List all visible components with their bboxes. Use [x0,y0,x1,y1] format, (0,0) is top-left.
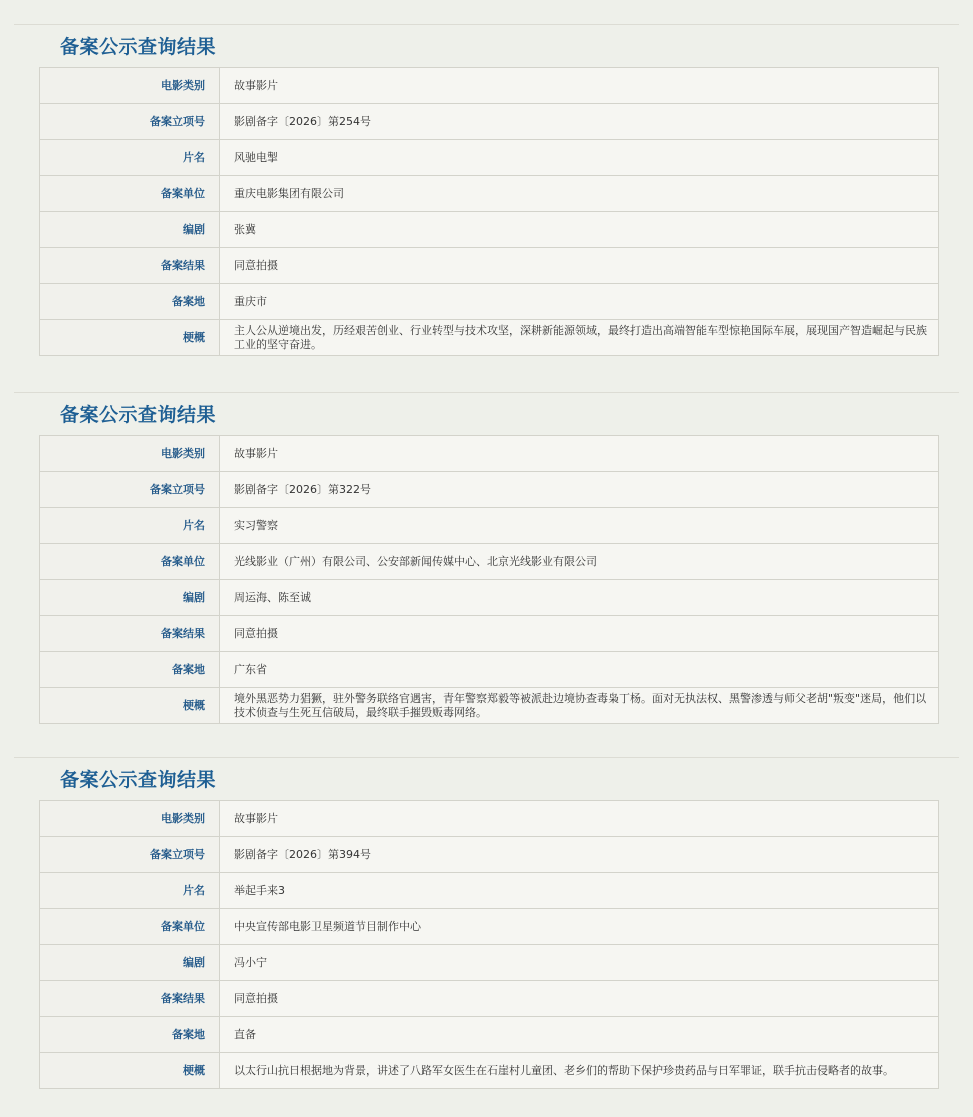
section-divider [14,24,959,25]
table-row [40,981,939,1017]
table-row [40,320,939,356]
table-row [40,104,939,140]
section-divider [14,392,959,393]
row-label: 梗概 [40,1053,220,1089]
table-row [40,580,939,616]
row-value: 举起手来3 [220,873,939,909]
row-label: 备案单位 [40,544,220,580]
row-label: 备案单位 [40,176,220,212]
row-label: 电影类别 [40,68,220,104]
section-title: 备案公示查询结果 [60,36,217,58]
row-value: 同意拍摄 [220,981,939,1017]
record-table [39,67,939,356]
table-row [40,472,939,508]
row-label: 备案地 [40,652,220,688]
table-row [40,945,939,981]
table-row [40,801,939,837]
row-label: 编剧 [40,945,220,981]
row-label: 梗概 [40,688,220,724]
row-label: 备案单位 [40,909,220,945]
row-value: 光线影业（广州）有限公司、公安部新闻传媒中心、北京光线影业有限公司 [220,544,939,580]
table-row [40,909,939,945]
row-value: 张冀 [220,212,939,248]
table-row [40,837,939,873]
row-label: 备案立项号 [40,104,220,140]
table-row [40,508,939,544]
row-value: 重庆电影集团有限公司 [220,176,939,212]
row-label: 梗概 [40,320,220,356]
table-row [40,1017,939,1053]
table-row [40,68,939,104]
table-row [40,544,939,580]
row-value: 主人公从逆境出发，历经艰苦创业、行业转型与技术攻坚，深耕新能源领域，最终打造出高端智能车型惊艳国际车展，展现国产智造崛起与民族工业的坚守奋进。 [220,320,939,356]
row-value: 同意拍摄 [220,248,939,284]
row-label: 电影类别 [40,801,220,837]
row-label: 片名 [40,508,220,544]
row-label: 编剧 [40,212,220,248]
section-divider [14,757,959,758]
row-value: 影剧备字〔2026〕第394号 [220,837,939,873]
row-label: 备案立项号 [40,837,220,873]
table-row [40,616,939,652]
row-label: 备案地 [40,1017,220,1053]
row-value: 影剧备字〔2026〕第322号 [220,472,939,508]
table-row [40,248,939,284]
row-value: 境外黑恶势力猖獗，驻外警务联络官遇害，青年警察郑毅等被派赴边境协查毒枭丁杨。面对无执法权、黑警渗透与师父老胡"叛变"迷局，他们以技术侦查与生死互信破局，最终联手摧毁贩毒网络。 [220,688,939,724]
row-label: 备案结果 [40,981,220,1017]
row-value: 故事影片 [220,68,939,104]
row-value: 故事影片 [220,436,939,472]
row-value: 故事影片 [220,801,939,837]
row-label: 备案结果 [40,248,220,284]
row-label: 备案立项号 [40,472,220,508]
row-value: 广东省 [220,652,939,688]
table-row [40,212,939,248]
record-table [39,800,939,1089]
table-row [40,176,939,212]
section-title: 备案公示查询结果 [60,769,217,791]
row-label: 编剧 [40,580,220,616]
row-value: 直备 [220,1017,939,1053]
table-row [40,436,939,472]
row-label: 片名 [40,873,220,909]
row-value: 周运海、陈至诚 [220,580,939,616]
row-value: 冯小宁 [220,945,939,981]
row-value: 实习警察 [220,508,939,544]
row-label: 电影类别 [40,436,220,472]
section-title: 备案公示查询结果 [60,404,217,426]
row-value: 中央宣传部电影卫星频道节目制作中心 [220,909,939,945]
row-label: 备案地 [40,284,220,320]
row-value: 重庆市 [220,284,939,320]
table-row [40,1053,939,1089]
table-row [40,873,939,909]
row-label: 备案结果 [40,616,220,652]
row-value: 风驰电掣 [220,140,939,176]
row-value: 影剧备字〔2026〕第254号 [220,104,939,140]
table-row [40,688,939,724]
record-table [39,435,939,724]
row-value: 同意拍摄 [220,616,939,652]
row-label: 片名 [40,140,220,176]
row-value: 以太行山抗日根据地为背景，讲述了八路军女医生在石崖村儿童团、老乡们的帮助下保护珍贵药品与日军罪证，联手抗击侵略者的故事。 [220,1053,939,1089]
table-row [40,140,939,176]
table-row [40,284,939,320]
table-row [40,652,939,688]
